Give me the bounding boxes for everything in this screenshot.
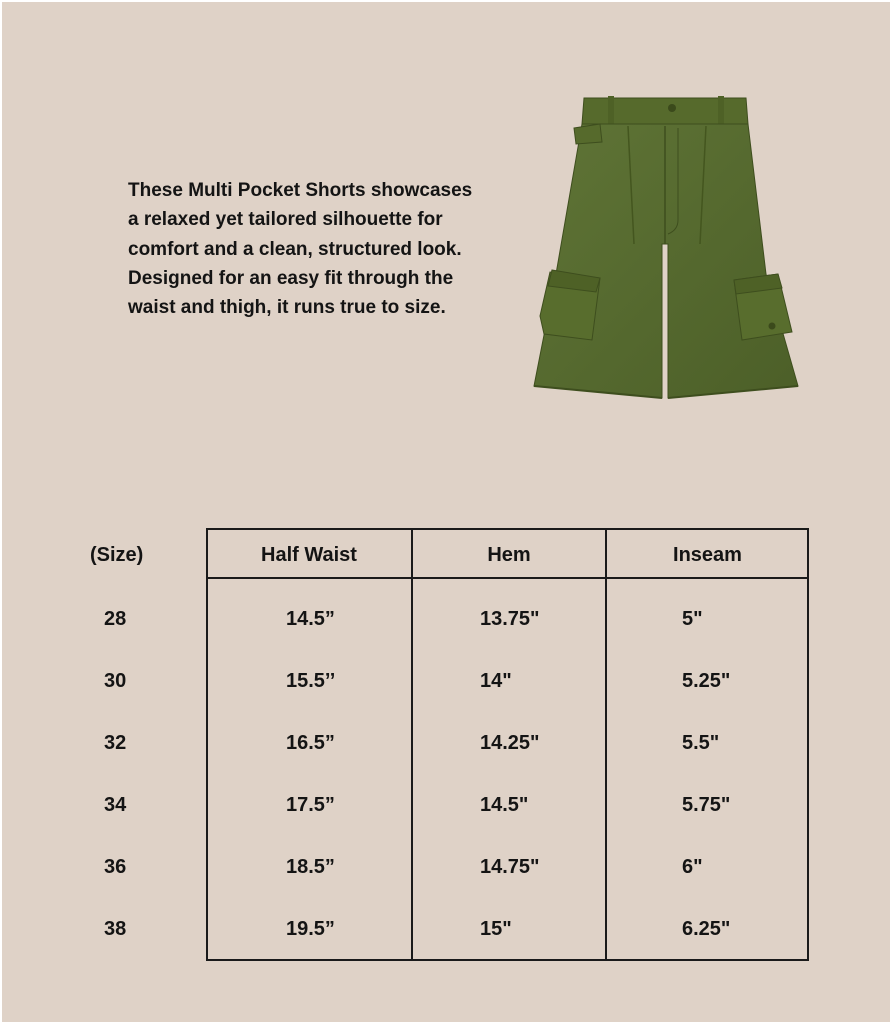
col-header-half-waist: Half Waist	[261, 544, 357, 566]
row-size: 32	[104, 732, 127, 754]
cell-half-waist: 15.5’’	[286, 670, 336, 692]
cargo-shorts-image	[530, 94, 800, 404]
row-size: 34	[104, 794, 127, 816]
cell-inseam: 5.25"	[682, 670, 731, 692]
cell-hem: 14.5"	[480, 794, 529, 816]
cell-half-waist: 17.5”	[286, 794, 335, 816]
cell-inseam: 5"	[682, 608, 703, 630]
row-size: 30	[104, 670, 127, 692]
cell-hem: 15"	[480, 918, 512, 940]
column-divider	[411, 530, 413, 959]
cell-hem: 14.25"	[480, 732, 540, 754]
cell-inseam: 5.5"	[682, 732, 720, 754]
cell-half-waist: 19.5”	[286, 918, 335, 940]
cell-hem: 14.75"	[480, 856, 540, 878]
cell-hem: 14"	[480, 670, 512, 692]
row-size: 38	[104, 918, 127, 940]
row-size: 28	[104, 608, 127, 630]
size-column-header: (Size)	[90, 544, 144, 566]
column-divider	[605, 530, 607, 959]
col-header-inseam: Inseam	[673, 544, 742, 566]
cell-inseam: 6"	[682, 856, 703, 878]
cell-half-waist: 18.5”	[286, 856, 335, 878]
cell-half-waist: 14.5”	[286, 608, 335, 630]
size-guide-panel	[2, 2, 890, 1022]
cell-inseam: 5.75"	[682, 794, 731, 816]
header-divider	[208, 577, 807, 579]
cell-inseam: 6.25"	[682, 918, 731, 940]
cell-half-waist: 16.5”	[286, 732, 335, 754]
product-description: These Multi Pocket Shorts showcases a relaxed yet tailored silhouette for comfort and a clean, structured look. Designed for an easy fit through the waist and thigh, it runs true to size.	[128, 180, 473, 319]
cell-hem: 13.75"	[480, 608, 540, 630]
row-size: 36	[104, 856, 127, 878]
col-header-hem: Hem	[487, 544, 531, 566]
